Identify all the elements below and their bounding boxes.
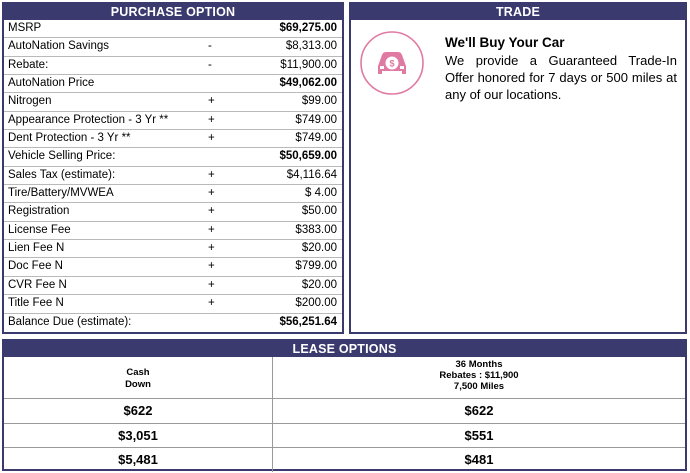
price-row-label: Vehicle Selling Price: [8, 150, 116, 163]
price-row-sign: + [208, 168, 215, 181]
price-row [4, 93, 342, 111]
price-row-label: AutoNation Savings [8, 40, 110, 53]
price-row-sign: + [208, 260, 215, 273]
price-row-amount: $8,313.00 [285, 40, 337, 53]
price-row-label: Title Fee N [8, 297, 64, 310]
lease-row [4, 423, 685, 448]
price-row-amount: $383.00 [295, 223, 337, 236]
price-row-amount: $749.00 [295, 113, 337, 126]
price-row-label: Lien Fee N [8, 242, 65, 255]
price-row-label: AutoNation Price [8, 77, 95, 90]
price-row-label: Balance Due (estimate): [8, 315, 132, 328]
price-row [4, 203, 342, 221]
term-header-line: 7,500 Miles [453, 381, 505, 392]
price-row-sign: - [208, 40, 212, 53]
lease-table-header [4, 357, 685, 398]
price-row-sign: + [208, 242, 215, 255]
price-row [4, 314, 342, 332]
price-row-label: Nitrogen [8, 95, 52, 108]
monthly-payment-value: $481 [464, 452, 494, 468]
price-row-amount: $4,116.64 [286, 168, 337, 181]
price-row-amount: $49,062.00 [279, 77, 337, 90]
trade-body [351, 20, 685, 330]
cash-down-header-line: Down [125, 379, 151, 390]
price-row-amount: $ 4.00 [305, 187, 337, 200]
cash-down-value: $622 [4, 399, 273, 423]
term-header-line: Rebates : $11,900 [439, 370, 519, 381]
trade-heading: We'll Buy Your Car [445, 35, 565, 50]
price-row [4, 185, 342, 203]
term-header-line: 36 Months [455, 359, 503, 370]
price-row [4, 295, 342, 313]
price-row-label: License Fee [8, 223, 71, 236]
price-row [4, 20, 342, 38]
price-row-label: Dent Protection - 3 Yr ** [8, 132, 131, 145]
price-row-sign: + [208, 113, 215, 126]
price-row [4, 167, 342, 185]
lease-row [4, 398, 685, 423]
price-row-sign: + [208, 187, 215, 200]
price-row-label: Doc Fee N [8, 260, 63, 273]
price-row [4, 258, 342, 276]
trade-panel [349, 2, 687, 334]
price-row-amount: $200.00 [295, 297, 337, 310]
cash-down-header-line: Cash [126, 367, 150, 378]
car-dollar-icon [359, 30, 425, 96]
price-row-amount: $749.00 [295, 132, 337, 145]
price-row-label: CVR Fee N [8, 278, 67, 291]
lease-options-panel [2, 339, 687, 471]
price-row [4, 148, 342, 166]
price-row-amount: $50.00 [301, 205, 337, 218]
monthly-payment-value: $551 [464, 427, 494, 443]
purchase-option-panel [2, 2, 344, 334]
price-row-amount: $11,900.00 [280, 58, 337, 71]
price-row-amount: $50,659.00 [279, 150, 337, 163]
price-row-amount: $799.00 [295, 260, 337, 273]
price-row-label: Appearance Protection - 3 Yr ** [8, 113, 169, 126]
price-row [4, 112, 342, 130]
price-row-label: Registration [8, 205, 70, 218]
price-row-sign: + [208, 223, 215, 236]
price-row-sign: + [208, 205, 215, 218]
cash-down-value: $3,051 [4, 424, 273, 448]
svg-text:$: $ [389, 58, 395, 69]
price-row [4, 38, 342, 56]
lease-row [4, 447, 685, 472]
price-row-sign: + [208, 278, 215, 291]
cash-down-column-header [4, 357, 273, 398]
trade-description: We provide a Guaranteed Trade-In Offer honored for 7 days or 500 miles at any of our locations. [445, 53, 677, 102]
price-row [4, 240, 342, 258]
term-column-header [273, 357, 685, 398]
price-row-label: Tire/Battery/MVWEA [8, 187, 114, 200]
price-row-sign: + [208, 95, 215, 108]
price-row [4, 130, 342, 148]
cash-down-value: $5,481 [4, 448, 273, 472]
price-row-amount: $56,251.64 [279, 315, 337, 328]
price-row [4, 222, 342, 240]
price-row-sign: - [208, 58, 212, 71]
price-row [4, 57, 342, 75]
price-row-amount: $20.00 [301, 242, 337, 255]
purchase-option-header: PURCHASE OPTION [4, 4, 342, 20]
monthly-payment-value: $622 [464, 403, 494, 418]
price-row-label: Sales Tax (estimate): [8, 168, 116, 181]
price-row [4, 277, 342, 295]
price-row-amount: $99.00 [301, 95, 337, 108]
price-row-label: Rebate: [8, 58, 49, 71]
price-row-sign: + [208, 132, 215, 145]
purchase-price-table [4, 20, 342, 332]
lease-table-body [4, 398, 685, 472]
price-row-sign: + [208, 297, 215, 310]
trade-header: TRADE [351, 4, 685, 20]
price-row-amount: $69,275.00 [279, 22, 337, 34]
price-row-label: MSRP [8, 22, 42, 34]
price-row [4, 75, 342, 93]
lease-options-header: LEASE OPTIONS [4, 341, 685, 357]
price-row-amount: $20.00 [301, 278, 337, 291]
